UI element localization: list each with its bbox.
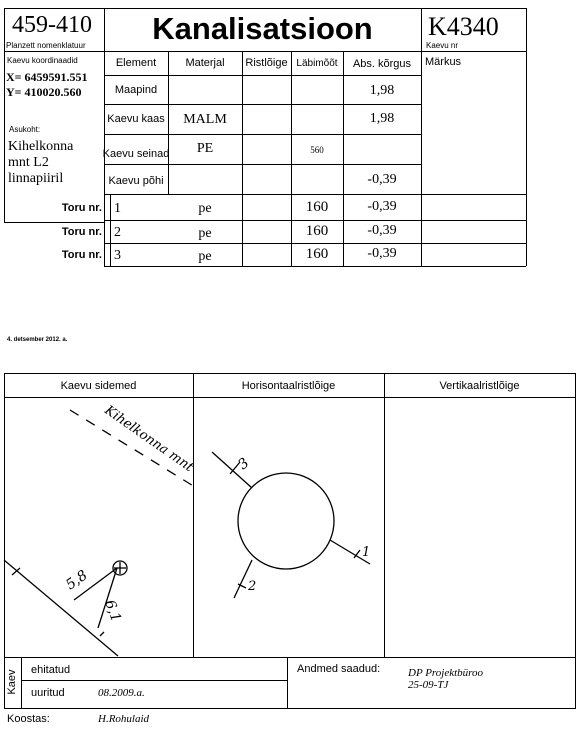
column-title-horizontal: Horisontaalristlõige (241, 380, 336, 392)
author-value: H.Rohulaid (98, 713, 150, 725)
data-source-line-2: 25-09-TJ (408, 679, 449, 691)
column-title-vertical: Vertikaalristlõige (439, 380, 520, 392)
pipe-2-label: 2 (248, 579, 257, 594)
distance-label-1: 5,8 (63, 567, 91, 594)
surveyed-label: uuritud (31, 687, 65, 699)
col-header-notes: Märkus (425, 56, 462, 68)
tick-mark (12, 568, 20, 575)
well-number: K4340 (428, 12, 499, 41)
data-source-label: Andmed saadud: (297, 663, 381, 675)
location-line-2: mnt L2 (8, 155, 49, 170)
distance-label-2: 6,1 (101, 597, 124, 625)
horizontal-section (212, 452, 370, 598)
col-header-diameter: Läbimõõt (296, 58, 338, 69)
built-label: ehitatud (31, 664, 71, 676)
well-caption: Kaevu nr (426, 41, 459, 50)
well-outline (238, 473, 334, 569)
author-label: Koostas: (7, 713, 50, 725)
col-header-material: Materjal (185, 57, 225, 69)
data-source-line-1: DP Projektbüroo (408, 667, 484, 679)
sheet-number: 459-410 (12, 12, 92, 38)
location-line-3: linnapiiril (8, 171, 64, 186)
pipe-3-label: 3 (235, 455, 253, 474)
street-label: Kihelkonna mnt (101, 402, 196, 476)
column-title-ties: Kaevu sidemed (60, 380, 137, 392)
sheet-caption: Planzett nomenklatuur (6, 41, 86, 50)
well-side-label: Kaev (6, 669, 18, 695)
col-header-elevation: Abs. kõrgus (352, 58, 412, 70)
location-line-1: Kihelkonna (8, 139, 74, 154)
page-title: Kanalisatsioon (152, 11, 373, 46)
coord-x: X= 6459591.551 (6, 70, 88, 84)
coord-y: Y= 410020.560 (6, 85, 82, 99)
col-header-cross-section: Ristlõige (245, 57, 288, 69)
tick-mark (100, 632, 104, 636)
document-date: 4. detsember 2012. a. (7, 337, 68, 343)
street-edge-line (4, 560, 118, 656)
surveyed-value: 08.2009.a. (98, 687, 145, 699)
col-header-element: Element (115, 57, 157, 69)
coords-caption: Kaevu koordinaadid (7, 56, 78, 65)
tie-sketch (4, 402, 196, 656)
pipe-1-label: 1 (362, 545, 371, 560)
location-caption: Asukoht: (9, 125, 41, 134)
